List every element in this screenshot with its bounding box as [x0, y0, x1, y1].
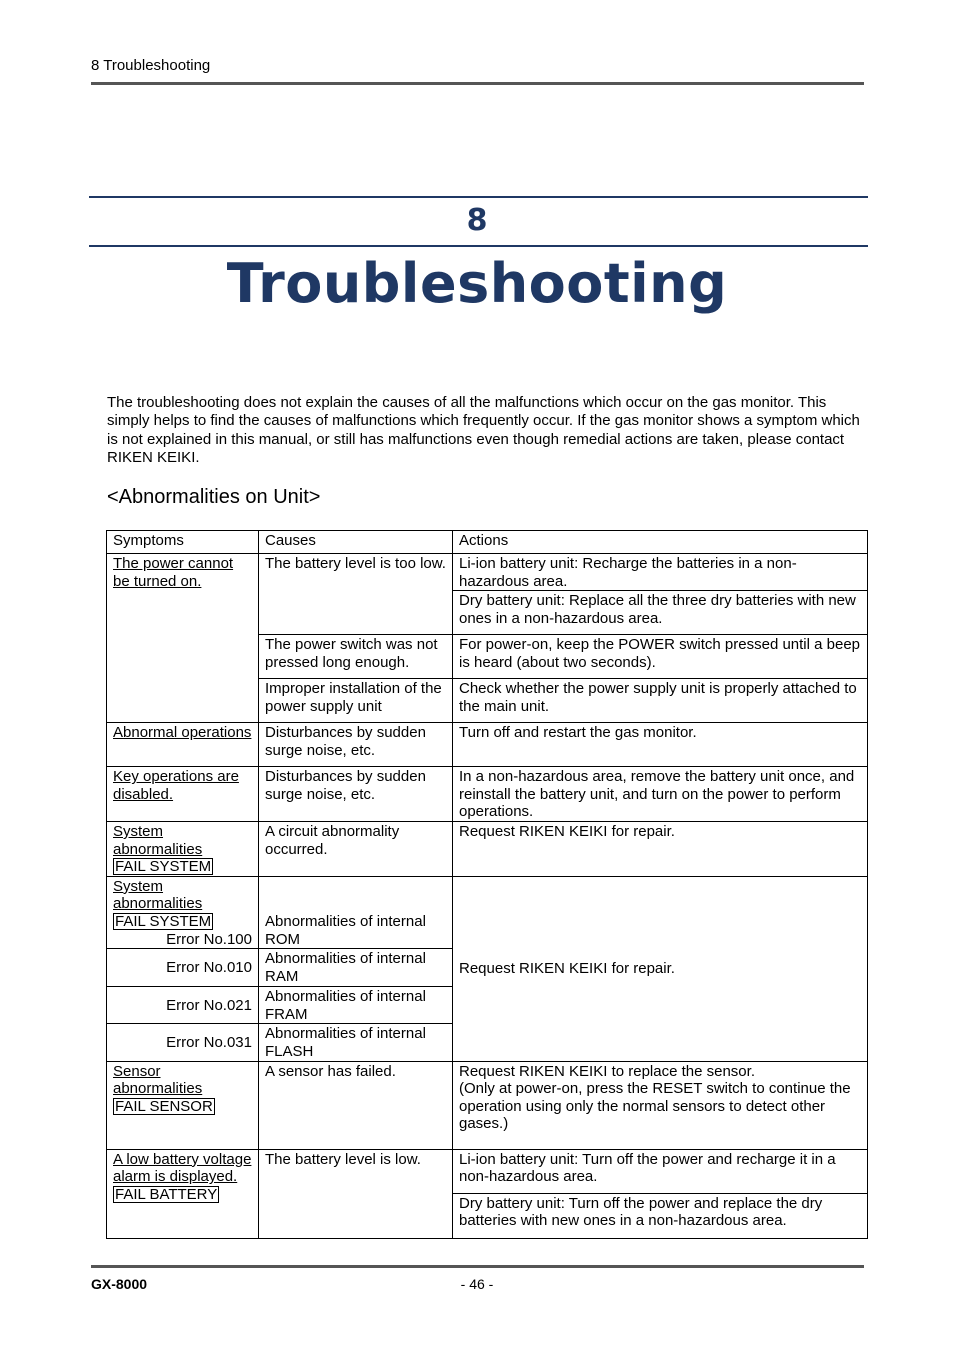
action-cell: For power-on, keep the POWER switch pressed until a beep is heard (about two seconds).: [453, 635, 868, 679]
footer-model: GX-8000: [91, 1276, 148, 1292]
intro-paragraph: The troubleshooting does not explain the causes of all the malfunctions which occur on the gas monitor. This simply helps to find the causes of malfunctions which frequently occur. If the gas monitor shows a symptom which is not explained in this manual, or still has malfunctions even though remedial actions are taken, please contact RIKEN KEIKI.: [107, 394, 860, 467]
cause-cell: The battery level is too low.: [259, 554, 453, 635]
symptom-text: Sensor abnormalities: [113, 1062, 203, 1098]
table-row: [107, 876, 868, 948]
display-code: FAIL SYSTEM: [115, 912, 212, 930]
cause-cell: Abnormalities of internal RAM: [259, 949, 453, 987]
table-row: [107, 723, 868, 767]
chapter-title: Troubleshooting: [226, 252, 728, 315]
action-cell: In a non-hazardous area, remove the battery unit once, and reinstall the battery unit, and turn on the power to perform operations.: [453, 767, 868, 822]
symptom-cell: [107, 821, 259, 876]
symptom-text: A low battery voltage alarm is displayed.: [113, 1150, 252, 1186]
symptom-text: System abnormalities: [113, 822, 203, 858]
display-code: FAIL SENSOR: [115, 1097, 213, 1115]
table-row: [107, 821, 868, 876]
error-code: Error No.031: [107, 1024, 259, 1061]
symptom-cell: [107, 1061, 259, 1149]
cause-cell: A sensor has failed.: [259, 1061, 453, 1149]
header-symptoms: Symptoms: [107, 531, 259, 554]
symptom-text: The power cannot be turned on.: [113, 555, 234, 590]
running-header: 8 Troubleshooting: [91, 57, 211, 74]
cause-cell: Disturbances by sudden surge noise, etc.: [259, 767, 453, 822]
action-cell: [453, 1061, 868, 1149]
action-cell: Request RIKEN KEIKI for repair.: [453, 876, 868, 1061]
action-cell: Li-ion battery unit: Recharge the batteries in a non-hazardous area.: [453, 554, 868, 591]
action-cell: Check whether the power supply unit is properly attached to the main unit.: [453, 679, 868, 723]
error-code: Error No.021: [107, 987, 259, 1024]
troubleshooting-table: [106, 530, 868, 1239]
chapter-rule-bottom: [89, 245, 868, 247]
cause-cell: Disturbances by sudden surge noise, etc.: [259, 723, 453, 767]
action-text: Request RIKEN KEIKI to replace the sensor.: [459, 1062, 755, 1080]
cause-cell: Abnormalities of internal ROM: [259, 876, 453, 948]
table-row: [107, 554, 868, 591]
table-row: [107, 767, 868, 822]
cause-cell: Abnormalities of internal FLASH: [259, 1024, 453, 1061]
action-cell: Request RIKEN KEIKI for repair.: [453, 821, 868, 876]
table-row: [107, 1149, 868, 1193]
symptom-text: Abnormal operations: [113, 724, 252, 742]
cause-cell: The battery level is low.: [259, 1149, 453, 1238]
header-rule: [91, 82, 864, 85]
symptom-cell: [107, 1149, 259, 1238]
cause-cell: The power switch was not pressed long enough.: [259, 635, 453, 679]
action-cell: Dry battery unit: Replace all the three dry batteries with new ones in a non-hazardous area.: [453, 591, 868, 635]
page-number: - 46 -: [460, 1276, 494, 1292]
display-code: FAIL SYSTEM: [115, 858, 212, 876]
error-code: Error No.100: [166, 930, 252, 948]
symptom-cell: [107, 767, 259, 822]
symptom-cell: [107, 876, 259, 948]
action-cell: Dry battery unit: Turn off the power and replace the dry batteries with new ones in a non-hazardous area.: [453, 1193, 868, 1238]
chapter-rule-top: [89, 196, 868, 198]
cause-cell: Abnormalities of internal FRAM: [259, 987, 453, 1024]
table-header-row: [107, 531, 868, 554]
footer-rule: [91, 1265, 864, 1268]
error-code: Error No.010: [107, 949, 259, 987]
cause-cell: A circuit abnormality occurred.: [259, 821, 453, 876]
symptom-cell: [107, 723, 259, 767]
action-cell: Turn off and restart the gas monitor.: [453, 723, 868, 767]
section-title: <Abnormalities on Unit>: [107, 486, 321, 508]
display-code: FAIL BATTERY: [115, 1185, 218, 1203]
action-cell: Li-ion battery unit: Turn off the power and recharge it in a non-hazardous area.: [453, 1149, 868, 1193]
symptom-text: Key operations are disabled.: [113, 768, 239, 803]
symptom-cell: [107, 554, 259, 723]
symptom-text: System abnormalities: [113, 877, 203, 913]
cause-cell: Improper installation of the power supply unit: [259, 679, 453, 723]
chapter-number: 8: [466, 203, 488, 238]
table-row: [107, 1061, 868, 1149]
action-note: (Only at power-on, press the RESET switch to continue the operation using only the normal sensors to detect other gases.): [459, 1080, 851, 1133]
header-actions: Actions: [453, 531, 868, 554]
header-causes: Causes: [259, 531, 453, 554]
